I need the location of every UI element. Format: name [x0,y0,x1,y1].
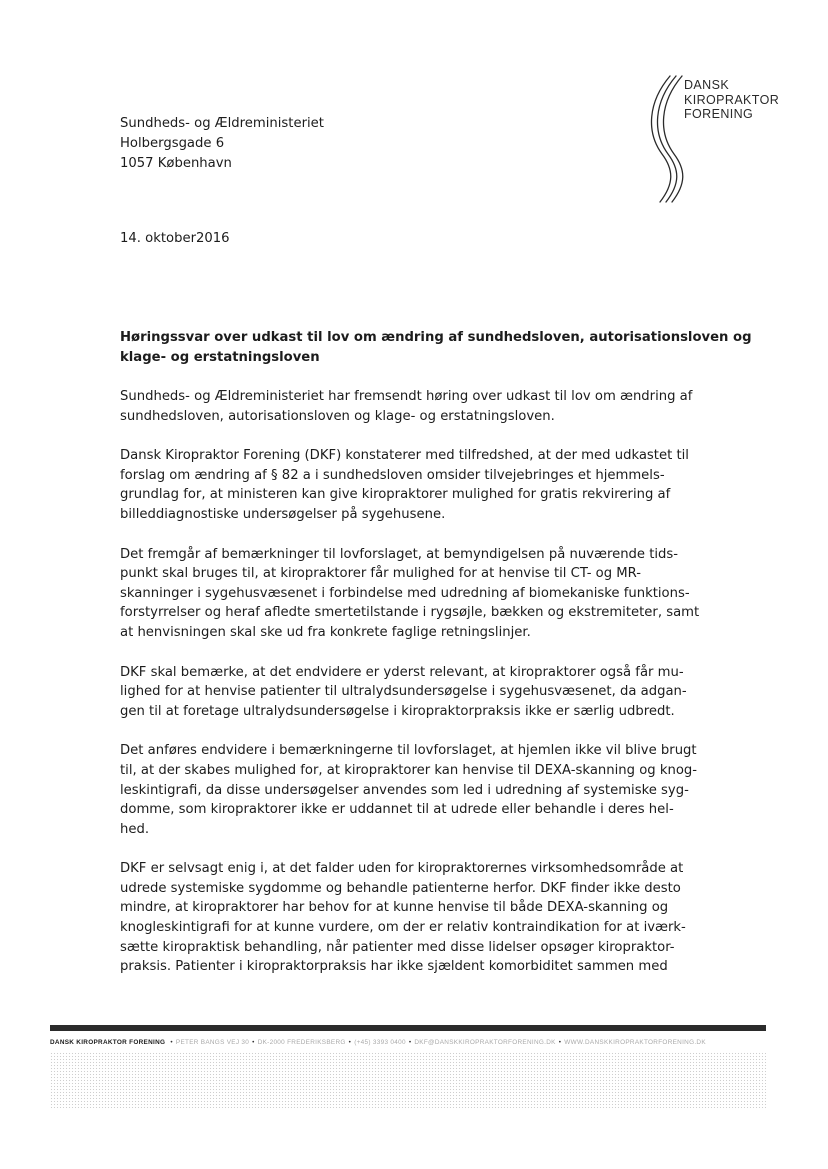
logo-line-dansk: DANSK [684,78,730,92]
recipient-address [120,114,324,174]
footer-separator: • [408,1039,412,1046]
logo-line-kiropraktor: KIROPRAKTOR [684,92,780,107]
paragraph-line: Dansk Kiropraktor Forening (DKF) konstaterer med tilfredshed, at der med udkastet til [120,448,689,464]
footer-dot-pattern [50,1052,766,1108]
footer-contact-item: WWW.DANSKKIROPRAKTORFORENING.DK [564,1039,706,1046]
letter-body [120,387,700,997]
paragraph-line: Det fremgår af bemærkninger til lovforslaget, at bemyndigelsen på nuværende tids- [120,546,679,562]
body-paragraph [120,446,700,524]
logo-wordmark [684,78,779,122]
body-paragraph [120,545,700,643]
footer-org-name: DANSK KIROPRAKTOR FORENING [50,1039,166,1046]
paragraph-line: DKF er selvsagt enig i, at det falder uden for kiropraktorernes virksomhedsområde at [120,861,684,877]
paragraph-line: domme, som kiropraktorer ikke er uddannet til at udrede eller behandle i deres hel- [120,802,674,818]
paragraph-line: praksis. Patienter i kiropraktorpraksis har ikke sjældent komorbiditet sammen med [120,959,668,975]
paragraph-line: DKF skal bemærke, at det endvidere er yderst relevant, at kiropraktorer også får mu- [120,664,684,680]
paragraph-line: mindre, at kiropraktorer har behov for at kunne henvise til både DEXA-skanning og [120,900,669,916]
paragraph-line: udrede systemiske sygdomme og behandle patienterne herfor. DKF finder ikke desto [120,880,681,896]
paragraph-line: punkt skal bruges til, at kiropraktorer får mulighed for at henvise til CT- og MR- [120,566,642,582]
body-paragraph [120,859,700,977]
paragraph-line: sundhedsloven, autorisationsloven og klage- og erstatningsloven. [120,408,555,424]
paragraph-line: lighed for at henvise patienter til ultralydsundersøgelse i sygehusvæsenet, da adgan- [120,684,687,700]
paragraph-line: Det anføres endvidere i bemærkningerne til lovforslaget, at hjemlen ikke vil blive brugt [120,743,697,759]
paragraph-line: skanninger i sygehusvæsenet i forbindelse med udredning af biomekaniske funktions- [120,585,690,601]
letter-date: 14. oktober2016 [120,231,230,246]
footer-contact-item: (+45) 3393 0400 [354,1039,406,1046]
subject-line: Høringssvar over udkast til lov om ændring af sundhedsloven, autorisationsloven og [120,330,752,345]
footer-separator: • [348,1039,352,1046]
footer-separator: • [558,1039,562,1046]
letter-subject [120,328,752,367]
paragraph-line: forslag om ændring af § 82 a i sundhedsloven omsider tilvejebringes et hjemmels- [120,467,665,483]
paragraph-line: forstyrrelser og heraf afledte smertetilstande i rygsøjle, bækken og ekstremiteter, samt [120,605,700,621]
paragraph-line: hed. [120,821,150,837]
address-line: Sundheds- og Ældreministeriet [120,116,324,131]
footer-contact-line [50,1038,766,1047]
body-paragraph [120,663,700,722]
footer-contact-item: DK-2000 FREDERIKSBERG [257,1039,346,1046]
paragraph-line: sætte kiropraktisk behandling, når patienter med disse lidelser opsøger kiropraktor- [120,939,675,955]
paragraph-line: gen til at foretage ultralydsundersøgelse i kiropraktorpraksis ikke er særlig udbredt. [120,703,675,719]
dkf-logo [640,72,780,207]
footer-rule [50,1025,766,1031]
footer-contact-item: PETER BANGS VEJ 30 [175,1039,250,1046]
address-line: 1057 København [120,156,232,171]
paragraph-line: Sundheds- og Ældreministeriet har fremsendt høring over udkast til lov om ændring af [120,389,693,404]
paragraph-line: at henvisningen skal ske ud fra konkrete faglige retningslinjer. [120,624,531,640]
subject-line: klage- og erstatningsloven [120,349,320,365]
footer-contact-item: DKF@DANSKKIROPRAKTORFORENING.DK [414,1039,556,1046]
paragraph-line: grundlag for, at ministeren kan give kiropraktorer mulighed for gratis rekvirering af [120,487,671,503]
address-line: Holbergsgade 6 [120,136,225,151]
paragraph-line: billeddiagnostiske undersøgelser på sygehusene. [120,506,446,522]
paragraph-line: til, at der skabes mulighed for, at kiropraktorer kan henvise til DEXA-skanning og knog- [120,762,698,778]
footer-separator: • [170,1039,173,1046]
paragraph-line: leskintigrafi, da disse undersøgelser anvendes som led i udredning af systemiske syg- [120,782,689,798]
logo-line-forening: FORENING [684,107,754,121]
body-paragraph [120,741,700,839]
body-paragraph [120,387,700,426]
footer-separator: • [252,1039,255,1046]
paragraph-line: knogleskintigrafi for at kunne vurdere, om der er relativ kontraindikation for at iværk- [120,920,686,936]
